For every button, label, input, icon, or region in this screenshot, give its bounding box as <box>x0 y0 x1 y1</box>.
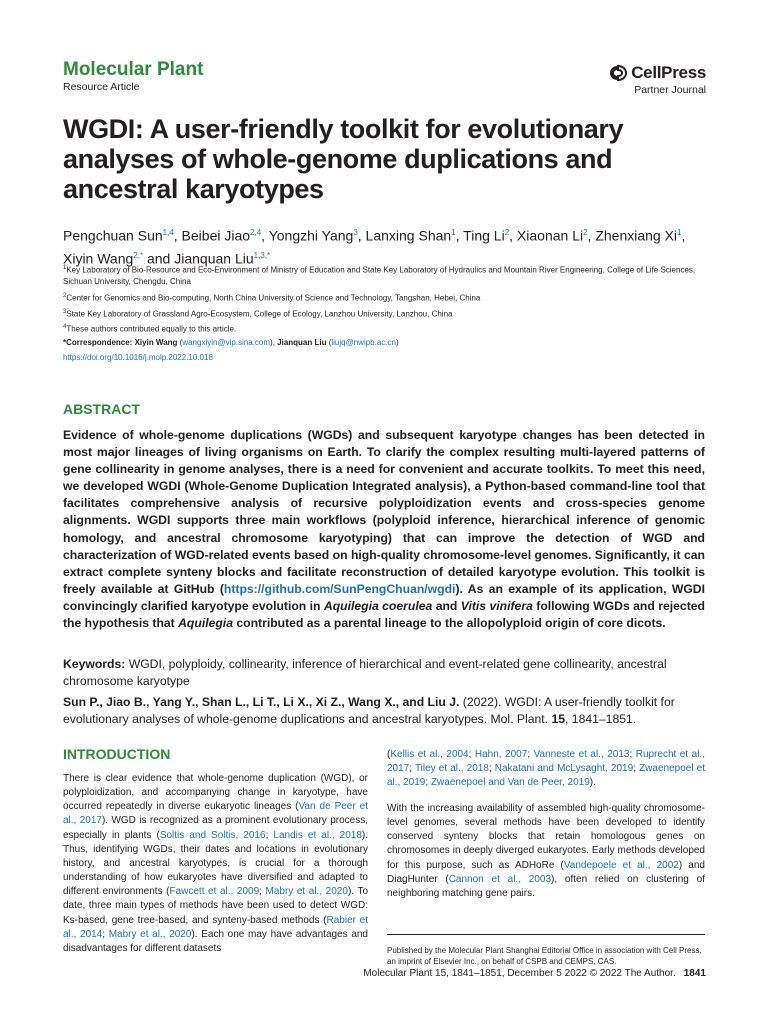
reference-link[interactable]: Kellis et al., 2004 <box>390 749 469 760</box>
intro-column-right-para: With the increasing availability of assembled high-quality chromosome-level genomes, several methods have been developed to identify conserved synteny blocks that retain homologous genes on chromosomes in deeply diverged eukaryotes. Early methods developed for this purpose, such as ADHoRe (Vandepoele et al., 2002) and DiagHunter (Cannon et al., 2003), often relied on clustering of neighboring matching gene pairs. <box>387 803 705 899</box>
email-link-2[interactable]: liujq@nwipb.ac.cn <box>331 338 396 347</box>
reference-link[interactable]: Vanneste et al., 2013 <box>533 749 630 760</box>
author-affiliation-marker[interactable]: 2,4 <box>250 228 262 237</box>
author-name: Pengchuan Sun <box>63 227 163 244</box>
reference-link[interactable]: Soltis and Soltis, 2016 <box>159 829 266 841</box>
citation: Sun P., Jiao B., Yang Y., Shan L., Li T., Li X., Xi Z., Wang X., and Liu J. (2022). WGDI: A user-friendly toolkit for evolutionary analyses of whole-genome duplications and ancestral karyotypes. Mol. Plant. 15, 1841–1851. <box>63 695 675 726</box>
author-affiliation-marker[interactable]: 2,* <box>133 250 144 260</box>
reference-link[interactable]: Tiley et al., 2018 <box>414 763 489 775</box>
page-number: 1841 <box>683 968 706 979</box>
journal-name: Molecular Plant <box>63 59 204 80</box>
reference-link[interactable]: Ruprecht et al., 2017 <box>387 749 705 775</box>
author-affiliation-marker[interactable]: 1 <box>677 228 682 237</box>
author-affiliation-marker[interactable]: 3 <box>353 228 358 237</box>
abstract-body: Evidence of whole-genome duplications (WGDs) and subsequent karyotype changes has been detected in most major lineages of living organisms on Earth. To clarify the complex resulting multi-layered patterns of gene collinearity in genome analyses, there is a need for convenient and accurate toolkits. To meet this need, we developed WGDI (Whole-Genome Duplication Integrated analysis), a Python-based command-line tool that facilitates comprehensive analysis of recursive polyploidization events and cross-species genome alignments. WGDI supports three main workflows (polyploid inference, hierarchical inference of genomic homology, and ancestral chromosome karyotyping) that can improve the detection of WGD and characterization of WGD-related events based on high-quality chromosome-level genomes. Significantly, it can extract complete synteny blocks and facilitate reconstruction of detailed karyotype evolution. This toolkit is freely available at GitHub (https://github.com/SunPengChuan/wgdi). As an example of its application, WGDI convincingly clarified karyotype evolution in Aquilegia coerulea and Vitis vinifera following WGDs and rejected the hypothesis that Aquilegia contributed as a parental lineage to the allopolyploid origin of core dicots. <box>63 428 705 631</box>
reference-link[interactable]: Nakatani and McLysaght, 2019 <box>494 763 634 775</box>
cellpress-logo-icon <box>609 65 627 81</box>
author-name: Beibei Jiao <box>181 227 251 244</box>
keywords: Keywords: WGDI, polyploidy, collinearity, inference of hierarchical and event-related gene collinearity, ancestral chromosome karyotype <box>63 657 667 688</box>
author-list: Pengchuan Sun$^{1,4}$, Beibei Jiao$^{2,4}$, Yongzhi Yang$^3$, Lanxing Shan$^1$, Ting Li$^2$, Xiaonan Li$^2$, Zhenxiang Xi$^1$, Xiyin Wang$^{2,*}$ and Jianquan Liu$^{1,3,*}$ <box>63 227 686 267</box>
github-link[interactable]: https://github.com/SunPengChuan/wgdi <box>223 581 456 596</box>
reference-link[interactable]: Rabier et al., 2014 <box>63 914 369 940</box>
author-affiliation-marker[interactable]: 2 <box>583 228 588 237</box>
affiliation-2: $^2$Center for Genomics and Bio-computing, North China University of Science and Technology, Tangshan, Hebei, China <box>63 293 481 303</box>
affiliation-3: $^3$State Key Laboratory of Grassland Agro-Ecosystem, College of Ecology, Lanzhou University, Lanzhou, China <box>63 309 453 319</box>
reference-link[interactable]: Landis et al., 2018 <box>273 829 362 841</box>
author-affiliation-marker[interactable]: 1 <box>451 228 456 237</box>
reference-link[interactable]: Mabry et al., 2020 <box>265 886 348 898</box>
abstract-heading: ABSTRACT <box>63 401 140 417</box>
author-affiliation-marker[interactable]: 2 <box>504 228 510 237</box>
affiliation-1: $^1$Key Laboratory of Bio-Resource and Eco-Environment of Ministry of Education and State Key Laboratory of Hydraulics and Mountain River Engineering, College of Life Sciences, Sichuan University, Chengdu, China <box>63 265 696 286</box>
reference-link[interactable]: Fawcett et al., 2009 <box>169 886 260 898</box>
author-name: Yongzhi Yang <box>268 227 354 244</box>
email-link-1[interactable]: wangxiyin@vip.sina.com <box>182 338 271 347</box>
article-title: WGDI: A user-friendly toolkit for evolutionary analyses of whole-genome duplications and ancestral karyotypes <box>63 114 624 204</box>
doi-link[interactable]: https://doi.org/10.1016/j.molp.2022.10.018 <box>63 353 213 362</box>
reference-link[interactable]: Mabry et al., 2020 <box>108 928 192 940</box>
intro-column-left: There is clear evidence that whole-genome duplication (WGD), or polyploidization, and accompanying change in karyotype, have occurred repeatedly in diverse eukaryotic lineages (Van de Peer et al., 2017). WGD is recognized as a prominent evolutionary process, especially in plants (Soltis and Soltis, 2016; Landis et al., 2018). Thus, identifying WGDs, their dates and locations in evolutionary history, and ancestral karyotypes, is crucial for a thorough understanding of how eukaryotes have diversified and adapted to different environments (Fawcett et al., 2009; Mabry et al., 2020). To date, three main types of methods have been used to detect WGD: Ks-based, gene tree-based, and synteny-based methods (Rabier et al., 2014; Mabry et al., 2020). Each one may have advantages and disadvantages for different datasets <box>63 773 369 954</box>
partner-journal-label: Partner Journal <box>634 84 706 96</box>
reference-link[interactable]: Van de Peer et al., 2017 <box>63 801 368 827</box>
author-name: Lanxing Shan <box>365 227 452 244</box>
reference-link[interactable]: Zwaenepoel and Van de Peer, 2019 <box>430 777 590 789</box>
author-affiliation-marker[interactable]: 1,3,* <box>253 250 271 260</box>
author-affiliation-marker[interactable]: 1,4 <box>162 228 174 237</box>
reference-link[interactable]: Hahn, 2007 <box>474 749 528 760</box>
author-name: Jianquan Liu <box>174 250 254 267</box>
article-type: Resource Article <box>63 81 140 93</box>
author-name: Xiaonan Li <box>516 227 584 244</box>
author-name: Zhenxiang Xi <box>595 227 678 244</box>
reference-link[interactable]: Vandepoele et al., 2002 <box>563 859 679 871</box>
reference-link[interactable]: Cannon et al., 2003 <box>448 873 552 885</box>
correspondence: *Correspondence: Xiyin Wang (wangxiyin@vip.sina.com), Jianquan Liu (liujq@nwipb.ac.cn) <box>63 338 399 347</box>
publisher-logo-text: CellPress <box>631 63 706 82</box>
publisher-note: Published by the Molecular Plant Shanghai Editorial Office in association with Cell Press, an imprint of Elsevier Inc., on behalf of CSPB and CEMPS, CAS. <box>387 934 705 967</box>
introduction-heading: INTRODUCTION <box>63 746 171 762</box>
page-footer: Molecular Plant 15, 1841–1851, December 5 2022 © 2022 The Author. 1841 <box>363 968 706 979</box>
affiliation-4: $^4$These authors contributed equally to this article. <box>63 324 237 334</box>
publisher-logo[interactable] <box>609 63 706 96</box>
intro-column-right-refs: (Kellis et al., 2004; Hahn, 2007; Vanneste et al., 2013; Ruprecht et al., 2017; Tiley et al., 2018; Nakatani and McLysaght, 2019; Zwaenepoel et al., 2019; Zwaenepoel and Van de Peer, 2019). <box>387 749 705 789</box>
reference-link[interactable]: Zwaenepoel et al., 2019 <box>387 763 705 789</box>
author-name: Xiyin Wang <box>63 250 134 267</box>
author-name: Ting Li <box>463 227 505 244</box>
